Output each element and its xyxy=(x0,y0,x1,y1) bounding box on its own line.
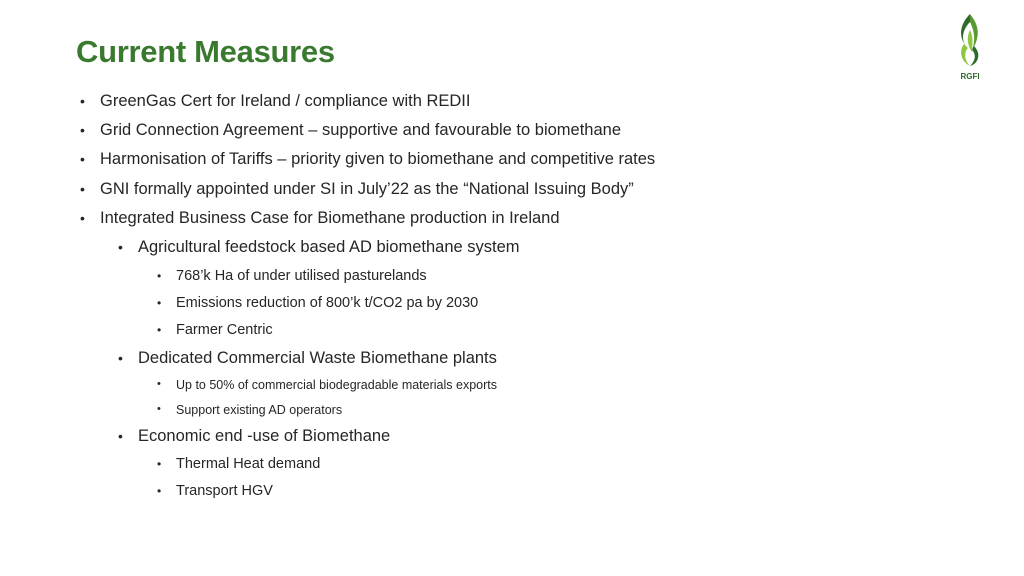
bullet-item xyxy=(80,121,621,140)
sub-sub-bullet-text: Thermal Heat demand xyxy=(176,456,321,472)
bullet-text: Grid Connection Agreement – supportive and favourable to biomethane xyxy=(100,121,621,139)
sub-sub-bullet-text: Up to 50% of commercial biodegradable materials exports xyxy=(176,378,497,392)
sub-sub-bullet-item xyxy=(157,378,497,392)
bullet-dot: • xyxy=(157,323,162,337)
sub-bullet-item xyxy=(118,349,497,368)
bullet-dot: • xyxy=(157,378,161,390)
logo-text: RGFI xyxy=(960,72,980,81)
bullet-dot: • xyxy=(157,403,161,415)
bullet-dot: • xyxy=(118,350,123,366)
bullet-dot: • xyxy=(157,457,162,471)
sub-sub-bullet-item xyxy=(157,295,479,311)
sub-sub-bullet-text: Support existing AD operators xyxy=(176,403,343,417)
sub-sub-bullet-text: Transport HGV xyxy=(176,483,273,499)
bullet-dot: • xyxy=(118,428,123,444)
bullet-dot: • xyxy=(80,210,85,226)
sub-bullet-item xyxy=(118,427,391,446)
rgfi-logo xyxy=(950,10,990,84)
bullet-dot: • xyxy=(80,122,85,138)
sub-bullet-text: Dedicated Commercial Waste Biomethane plants xyxy=(138,349,497,367)
bullet-text: Harmonisation of Tariffs – priority given to biomethane and competitive rates xyxy=(100,150,656,168)
slide-title: Current Measures xyxy=(76,34,335,69)
bullet-dot: • xyxy=(80,93,85,109)
bullet-dot: • xyxy=(157,296,162,310)
sub-sub-bullet-text: 768’k Ha of under utilised pasturelands xyxy=(176,268,427,284)
bullet-dot: • xyxy=(157,484,162,498)
bullet-item xyxy=(80,180,634,199)
sub-bullet-text: Agricultural feedstock based AD biomethane system xyxy=(138,238,520,256)
bullet-text: GNI formally appointed under SI in July’22 as the “National Issuing Body” xyxy=(100,180,634,198)
bullet-dot: • xyxy=(80,181,85,197)
leaf-flame-icon xyxy=(950,10,990,72)
bullet-text: GreenGas Cert for Ireland / compliance with REDII xyxy=(100,92,471,110)
sub-bullet-item xyxy=(118,238,520,257)
bullet-item xyxy=(80,92,471,111)
sub-bullet-text: Economic end -use of Biomethane xyxy=(138,427,391,445)
bullet-dot: • xyxy=(80,151,85,167)
sub-sub-bullet-text: Emissions reduction of 800’k t/CO2 pa by 2030 xyxy=(176,295,479,311)
sub-sub-bullet-item xyxy=(157,483,273,499)
sub-sub-bullet-item xyxy=(157,403,343,417)
bullet-item xyxy=(80,150,656,169)
sub-sub-bullet-item xyxy=(157,322,273,338)
sub-sub-bullet-item xyxy=(157,268,427,284)
sub-sub-bullet-text: Farmer Centric xyxy=(176,322,273,338)
sub-sub-bullet-item xyxy=(157,456,321,472)
bullet-dot: • xyxy=(157,269,162,283)
bullet-text: Integrated Business Case for Biomethane production in Ireland xyxy=(100,209,560,227)
bullet-dot: • xyxy=(118,239,123,255)
bullet-item xyxy=(80,209,560,228)
